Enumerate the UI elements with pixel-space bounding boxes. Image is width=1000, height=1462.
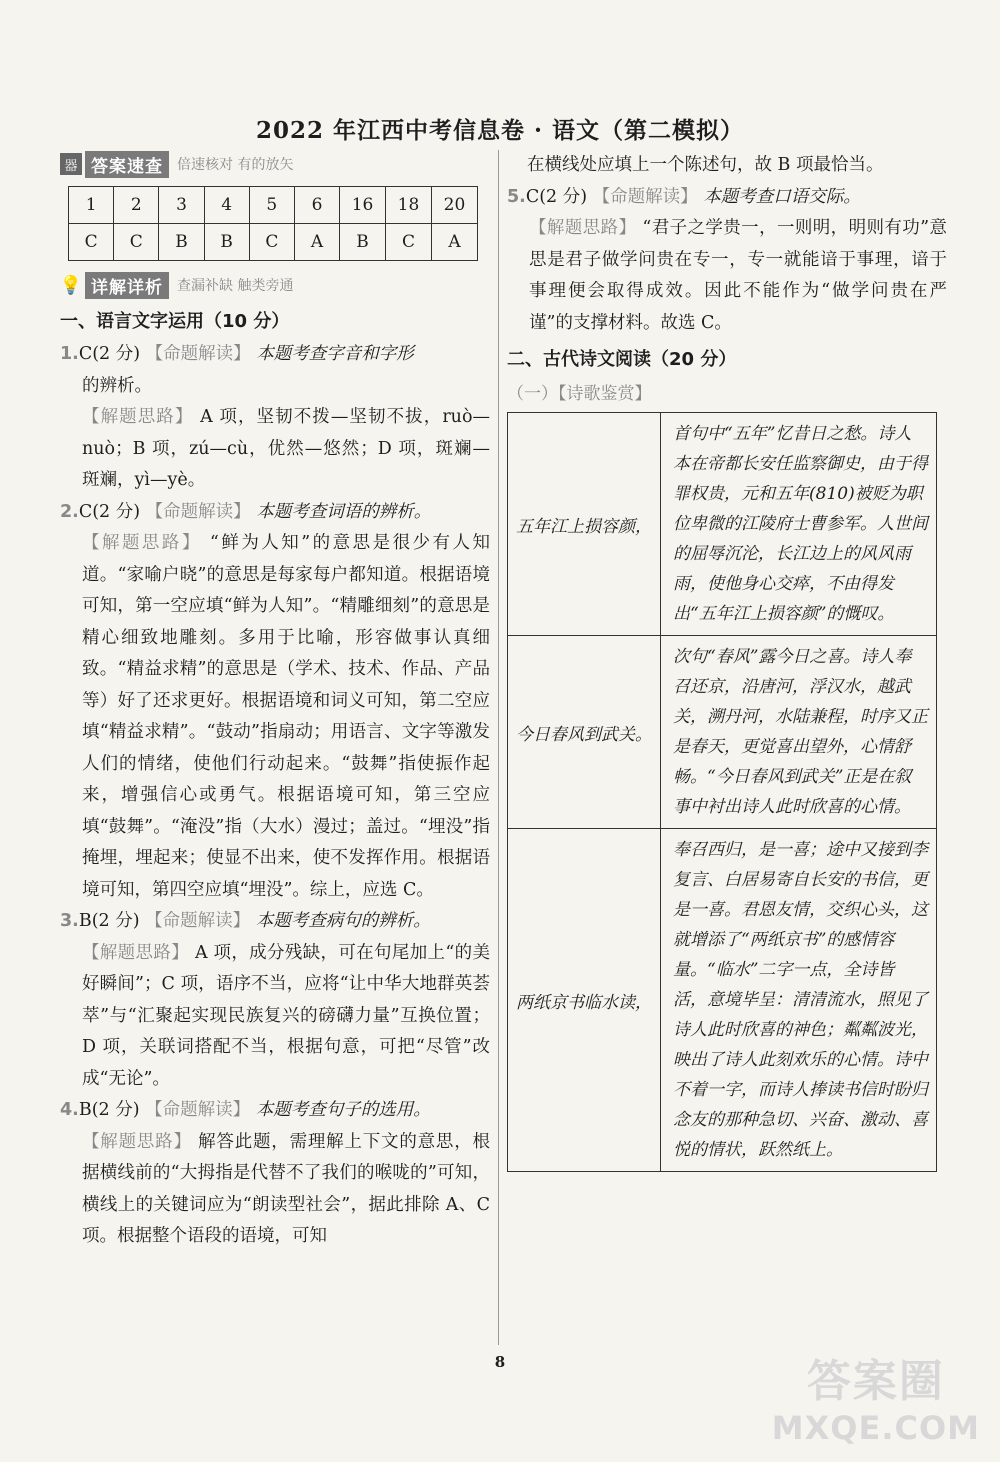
poem-analysis-table	[507, 412, 937, 1172]
question-4-head: 4.B(2 分) 【命题解读】 本题考查句子的选用。	[60, 1100, 431, 1120]
question-2-head: 2.C(2 分) 【命题解读】 本题考查词语的辨析。	[60, 501, 432, 522]
answer-letter: A	[294, 224, 339, 261]
poem-analysis: 奉召西归，是一喜；途中又接到李复言、白居易寄自长安的书信，更是一喜。君恩友情，交织心头，这就增添了“两纸京书”的感情容量。“临水”二字一点，全诗皆活，意境毕呈：清清流水，照见了诗人此时欣喜的神色；粼粼波光，映出了诗人此刻欢乐的心情。诗中不着一字，而诗人捧读书信时盼归念友的那种急切、兴奋、激动、喜悦的情状，跃然纸上。	[661, 829, 937, 1172]
answer-letter: C	[249, 224, 294, 261]
poem-row	[508, 829, 937, 1172]
column-divider	[498, 150, 499, 1345]
lightbulb-icon: 💡	[59, 274, 83, 296]
question-3-analysis: 【解题思路】 A 项，成分残缺，可在句尾加上“的美好瞬间”；C 项，语序不当，应将“让中华大地群英荟萃”与“汇聚起实现民族复兴的磅礴力量”互换位置；D 项，关联词搭配不当，根据句意，可把“尽管”改成“无论”。	[82, 942, 490, 1089]
question-2-analysis: 【解题思路】 “鲜为人知”的意思是很少有人知道。“家喻户晓”的意思是每家每户都知道。根据语境可知，第一空应填“鲜为人知”。“精雕细刻”的意思是精心细致地雕刻。多用于比喻，形容做事认真细致。“精益求精”的意思是（学术、技术、作品、产品等）好了还求更好。根据语境和词义可知，第二空应填“精益求精”。“鼓动”指扇动；用语言、文字等激发人们的情绪，使他们行动起来。“鼓舞”指使振作起来，增强信心或勇气。根据语境可知，第三空应填“鼓舞”。“淹没”指（大水）漫过；盖过。“埋没”指掩埋，埋起来；使显不出来，使不发挥作用。根据语境可知，第四空应填“埋没”。综上，应选 C。	[82, 533, 490, 900]
answer-number: 1	[69, 187, 114, 224]
part2-title: 二、古代诗文阅读（20 分）	[507, 349, 737, 370]
question-5-analysis: 【解题思路】 “君子之学贵一，一则明，明则有功”意思是君子做学问贵在专一，专一就能谙于事理，谙于事理便会取得成效。因此不能作为“做学问贵在严谨”的支撑材料。故选 C。	[529, 218, 947, 333]
detail-label: 详解详析	[85, 272, 169, 299]
poetry-subtitle: （一）【诗歌鉴赏】	[507, 384, 652, 404]
answer-letters-row	[69, 224, 478, 261]
watermark-text: 答案圈	[806, 1356, 945, 1407]
quick-check-label: 答案速查	[85, 151, 169, 178]
question-4-analysis: 【解题思路】 解答此题，需理解上下文的意思，根据横线前的“大拇指是代替不了我们的喉咙的”可知，横线上的关键词应为“朗读型社会”，据此排除 A、C 项。根据整个语段的语境，可知	[82, 1131, 491, 1246]
question-1-head: 1.C(2 分) 【命题解读】 本题考查字音和字形	[60, 344, 414, 364]
answer-number: 3	[159, 187, 204, 224]
answer-letter: A	[431, 224, 477, 261]
watermark-logo	[772, 1345, 980, 1447]
part1-title: 一、语言文字运用（10 分）	[60, 311, 290, 332]
left-column	[60, 150, 490, 1253]
answer-number: 6	[294, 187, 339, 224]
detail-sub: 查漏补缺 触类旁通	[177, 278, 294, 294]
poem-analysis: 首句中“五年”忆昔日之愁。诗人本在帝都长安任监察御史，由于得罪权贵，元和五年(810)被贬为职位卑微的江陵府士曹参军。人世间的屈辱沉沦，长江边上的风风雨雨，使他身心交瘁，不由得发出“五年江上损容颜”的慨叹。	[661, 413, 937, 636]
page-number: 8	[494, 1353, 506, 1371]
right-column	[507, 150, 947, 1172]
question-1-topic-cont: 的辨析。	[82, 375, 152, 396]
question-1-analysis: 【解题思路】 A 项，坚韧不拨—坚韧不拔，ruò—nuò；B 项，zú—cù，优然—悠然；D 项，斑斓—斑斓，yì—yè。	[82, 407, 490, 490]
question-3-head: 3.B(2 分) 【命题解读】 本题考查病句的辨析。	[60, 911, 431, 931]
answer-number: 18	[386, 187, 432, 224]
poem-row	[508, 413, 937, 636]
question-4-continuation: 在横线处应填上一个陈述句，故 B 项最恰当。	[527, 155, 884, 175]
answer-number: 2	[114, 187, 159, 224]
answer-numbers-row	[69, 187, 478, 224]
answer-letter: B	[340, 224, 386, 261]
grid-icon: 器	[60, 153, 82, 175]
answer-number: 4	[204, 187, 249, 224]
answer-letter: C	[69, 224, 114, 261]
answer-number: 20	[431, 187, 477, 224]
page-title: 2022 年江西中考信息卷 · 语文（第二模拟）	[255, 117, 745, 144]
answer-number: 5	[249, 187, 294, 224]
poem-analysis: 次句“春风”露今日之喜。诗人奉召还京，沿唐河，浮汉水，越武关，溯丹河，水陆兼程，时序又正是春天，更觉喜出望外，心情舒畅。“今日春风到武关”正是在叙事中衬出诗人此时欣喜的心情。	[661, 636, 937, 829]
watermark-url: MXQE.COM	[771, 1409, 980, 1447]
poem-line: 五年江上损容颜，	[508, 413, 661, 636]
answer-letter: C	[386, 224, 432, 261]
answer-number: 16	[340, 187, 386, 224]
poem-line: 两纸京书临水读，	[508, 829, 661, 1172]
answer-letter: C	[114, 224, 159, 261]
question-5-head: 5.C(2 分) 【命题解读】 本题考查口语交际。	[507, 186, 861, 207]
poem-row	[508, 636, 937, 829]
answer-letter: B	[204, 224, 249, 261]
answer-table	[68, 186, 478, 261]
answer-letter: B	[159, 224, 204, 261]
quick-check-sub: 倍速核对 有的放矢	[177, 157, 294, 173]
poem-line: 今日春风到武关。	[508, 636, 661, 829]
quick-check-header	[60, 150, 490, 178]
detail-header	[60, 271, 490, 299]
